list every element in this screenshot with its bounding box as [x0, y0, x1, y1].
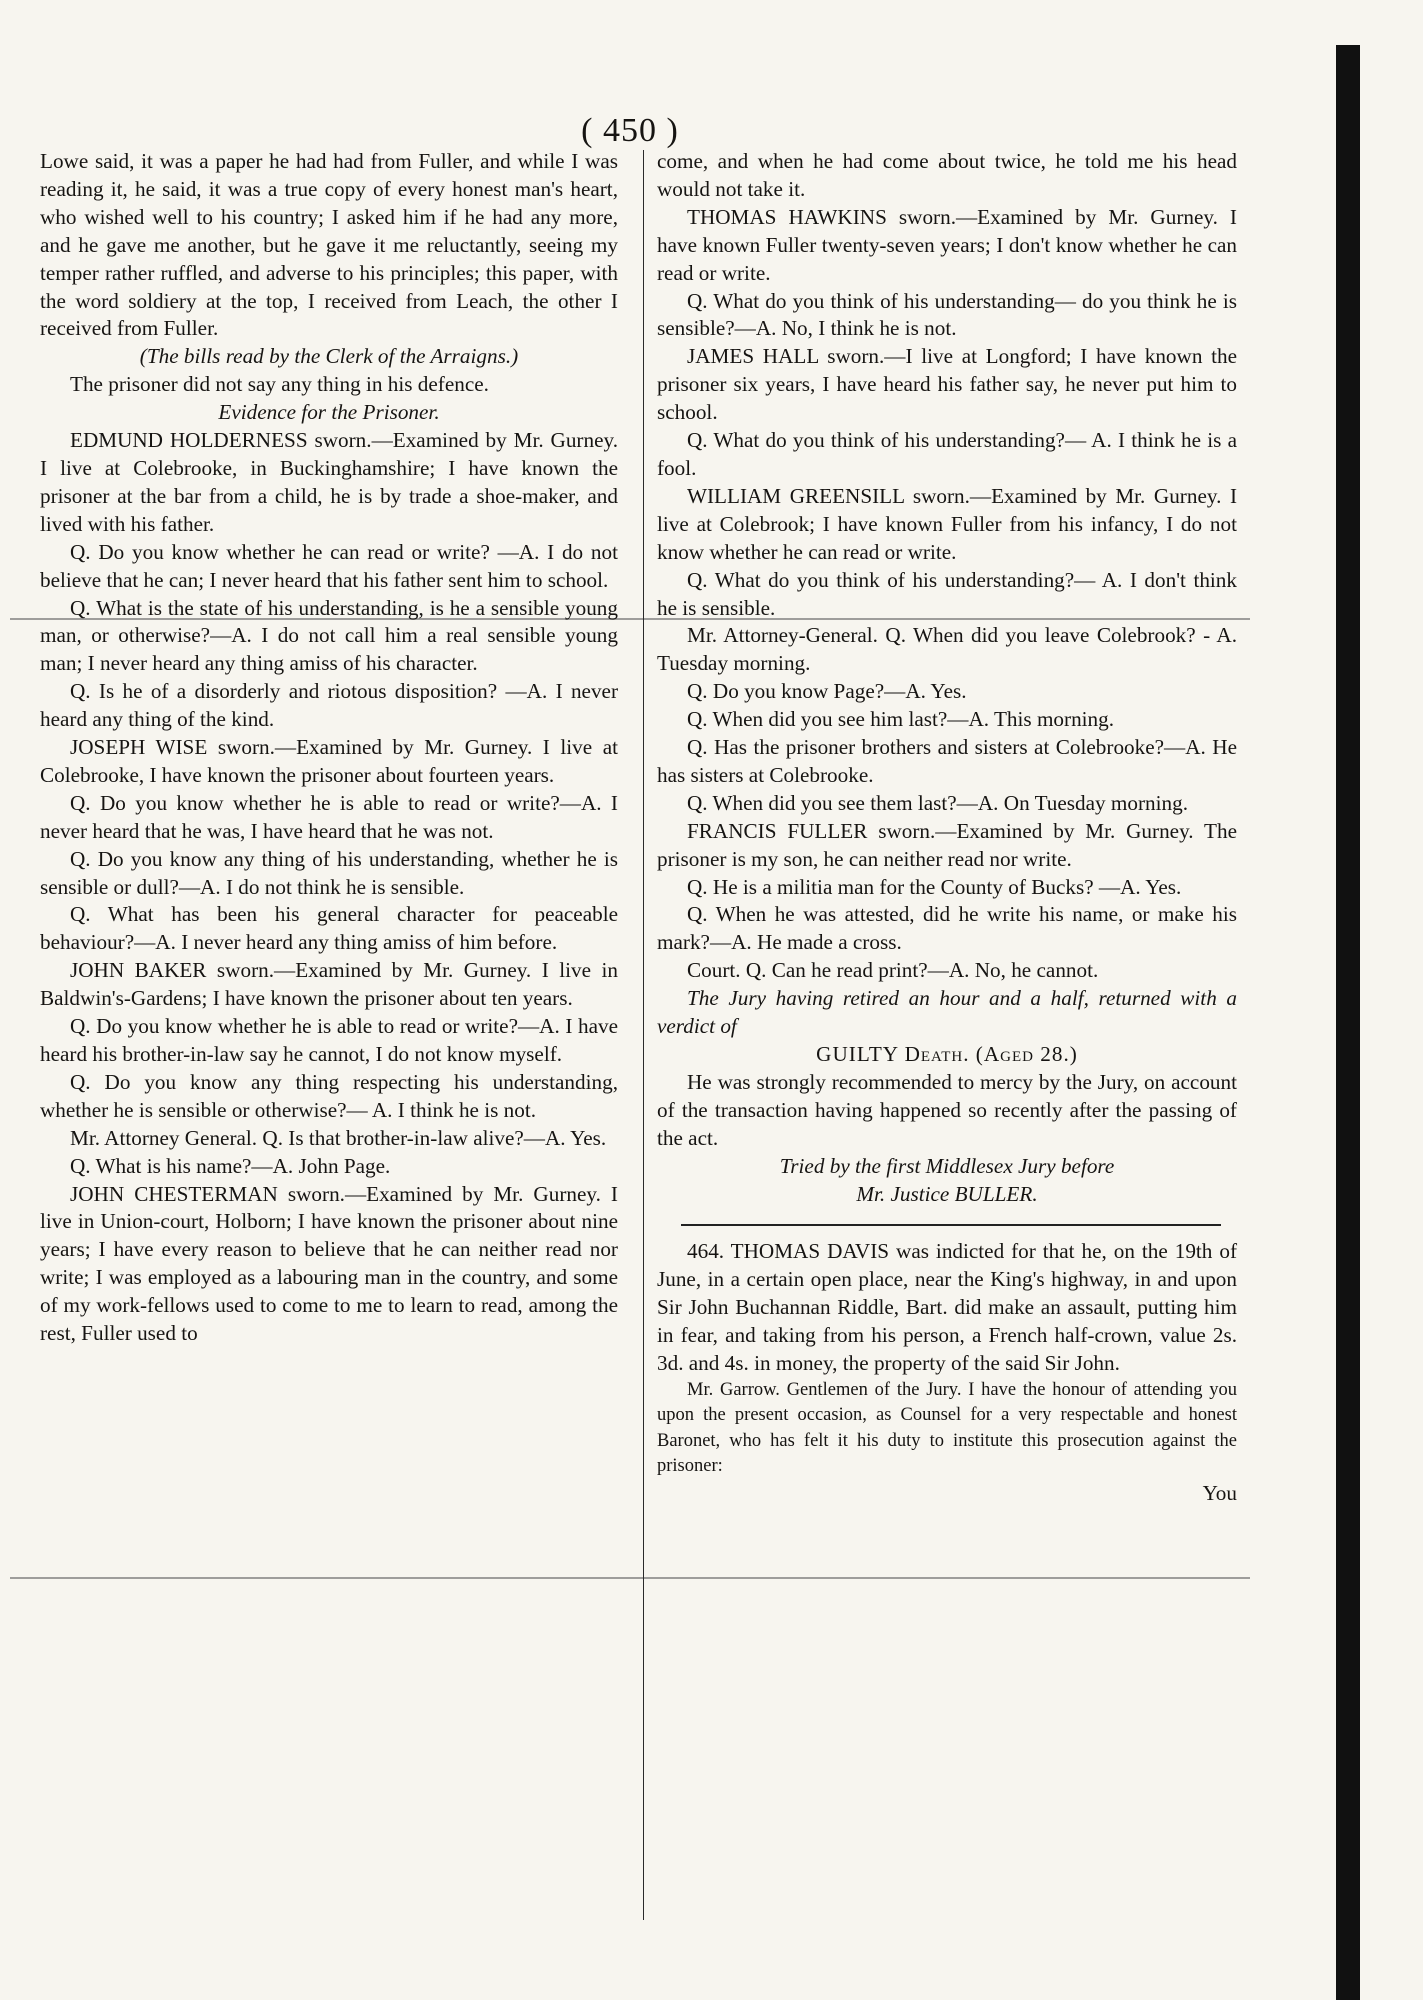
greensill-q1: Q. What do you think of his understanding?— A. I don't think he is sensible.: [657, 567, 1237, 620]
militia-question: Q. He is a militia man for the County of Bucks? —A. Yes.: [687, 874, 1182, 899]
holderness-testimony: EDMUND HOLDERNESS sworn.—Examined by Mr. Gurney. I live at Colebrooke, in Buckinghamshire; I have known the prisoner at the bar from a child, he is by trade a shoe-maker, and lived with his father.: [40, 428, 618, 536]
wise-testimony: JOSEPH WISE sworn.—Examined by Mr. Gurney. I live at Colebrooke, I have known the prisoner about fourteen years.: [40, 735, 618, 787]
paragraph-lowe: Lowe said, it was a paper he had had from Fuller, and while I was reading it, he said, it was a true copy of every honest man's heart, who wished well to his country; I asked him if he had any more, and he gave me another, but he gave it me reluctantly, seeing my temper rather ruffled, and adverse to his principles; this paper, with the word soldiery at the top, I received from Leach, the other I received from Fuller.: [40, 149, 618, 341]
page-known-question: Q. Do you know Page?—A. Yes.: [687, 679, 967, 704]
attorney-general-question: Mr. Attorney General. Q. Is that brother-in-law alive?—A. Yes.: [70, 1125, 607, 1150]
holderness-q3: Q. Is he of a disorderly and riotous disposition? —A. I never heard any thing of the kind.: [40, 679, 618, 732]
court-question: Court. Q. Can he read print?—A. No, he cannot.: [687, 958, 1099, 983]
verdict-line: GUILTY Death. (Aged 28.): [816, 1042, 1078, 1066]
davis-indictment: 464. THOMAS DAVIS was indicted for that he, on the 19th of June, in a certain open place, near the King's highway, in and upon Sir John Buchannan Riddle, Bart. did make an assault, putting him in fear, and taking from his person, a French half-crown, value 2s. 3d. and 4s. in money, the property of the said Sir John.: [657, 1239, 1237, 1376]
hawkins-testimony: THOMAS HAWKINS sworn.—Examined by Mr. Gurney. I have known Fuller twenty-seven years; I don't know whether he can read or write.: [657, 204, 1237, 285]
page-name-question: Q. What is his name?—A. John Page.: [70, 1153, 391, 1178]
bills-read-note: (The bills read by the Clerk of the Arraigns.): [139, 344, 519, 369]
wise-q3: Q. What has been his general character for peaceable behaviour?—A. I never heard any thing amiss of him before.: [40, 902, 618, 955]
baker-testimony: JOHN BAKER sworn.—Examined by Mr. Gurney. I live in Baldwin's-Gardens; I have known the prisoner about ten years.: [40, 958, 618, 1011]
section-divider: [681, 1224, 1221, 1226]
chesterman-continued: come, and when he had come about twice, he told me his head would not take it.: [657, 149, 1237, 201]
page-number: ( 450 ): [581, 112, 679, 149]
siblings-last-seen-question: Q. When did you see them last?—A. On Tuesday morning.: [687, 790, 1188, 815]
chesterman-testimony: JOHN CHESTERMAN sworn.—Examined by Mr. Gurney. I live in Union-court, Holborn; I have known the prisoner about nine years; I have every reason to believe that he can neither read nor write; I was employed as a labouring man in the country, and some of my work-fellows used to come to me to learn to read, among the rest, Fuller used to: [40, 1181, 618, 1346]
attested-question: Q. When he was attested, did he write his name, or make his mark?—A. He made a cross.: [657, 902, 1237, 955]
right-column: [657, 148, 1237, 1508]
ghost-rule-lower: [10, 1577, 1250, 1579]
scan-edge-bar: [1336, 45, 1360, 2000]
page-last-seen-question: Q. When did you see him last?—A. This morning.: [687, 707, 1115, 732]
siblings-question: Q. Has the prisoner brothers and sisters at Colebrooke?—A. He has sisters at Colebrooke.: [657, 735, 1237, 787]
holderness-q2: Q. What is the state of his understanding, is he a sensible young man, or otherwise?—A. I do not call him a real sensible young man; I never heard any thing amiss of his character.: [40, 595, 618, 676]
hall-q1: Q. What do you think of his understanding?— A. I think he is a fool.: [657, 428, 1237, 480]
hawkins-q1: Q. What do you think of his understanding— do you think he is sensible?—A. No, I think he is not.: [657, 288, 1237, 341]
wise-q1: Q. Do you know whether he is able to read or write?—A. I never heard that he was, I have heard that he was not.: [40, 790, 618, 843]
jury-verdict-intro: The Jury having retired an hour and a half, returned with a verdict of: [657, 986, 1237, 1039]
mercy-recommendation: He was strongly recommended to mercy by the Jury, on account of the transaction having happened so recently after the passing of the act.: [657, 1069, 1237, 1150]
wise-q2: Q. Do you know any thing of his understanding, whether he is sensible or dull?—A. I do not think he is sensible.: [40, 846, 618, 899]
garrow-opening: Mr. Garrow. Gentlemen of the Jury. I have the honour of attending you upon the present occasion, as Counsel for a very respectable and honest Baronet, who has felt it his duty to institute this prosecution against the prisoner:: [657, 1379, 1237, 1477]
hall-testimony: JAMES HALL sworn.—I live at Longford; I have known the prisoner six years, I have heard his father say, he never put him to school.: [657, 344, 1237, 425]
catchword: You: [1202, 1480, 1237, 1505]
attorney-general-cross: Mr. Attorney-General. Q. When did you leave Colebrook? - A. Tuesday morning.: [657, 623, 1237, 676]
judge-line: Mr. Justice BULLER.: [856, 1181, 1038, 1206]
defence-note: The prisoner did not say any thing in his defence.: [70, 372, 489, 397]
column-divider: [643, 150, 644, 1920]
greensill-testimony: WILLIAM GREENSILL sworn.—Examined by Mr. Gurney. I live at Colebrook; I have known Fuller from his infancy, I do not know whether he can read or write.: [657, 483, 1237, 564]
baker-q1: Q. Do you know whether he is able to read or write?—A. I have heard his brother-in-law say he cannot, I do not know myself.: [40, 1014, 618, 1066]
baker-q2: Q. Do you know any thing respecting his understanding, whether he is sensible or otherwise?— A. I think he is not.: [40, 1069, 618, 1122]
tried-by-line: Tried by the first Middlesex Jury before: [779, 1153, 1115, 1178]
francis-fuller-testimony: FRANCIS FULLER sworn.—Examined by Mr. Gurney. The prisoner is my son, he can neither read nor write.: [657, 818, 1237, 871]
holderness-q1: Q. Do you know whether he can read or write? —A. I do not believe that he can; I never heard that his father sent him to school.: [40, 539, 618, 592]
left-column: [40, 148, 618, 1348]
evidence-heading: Evidence for the Prisoner.: [218, 400, 440, 425]
